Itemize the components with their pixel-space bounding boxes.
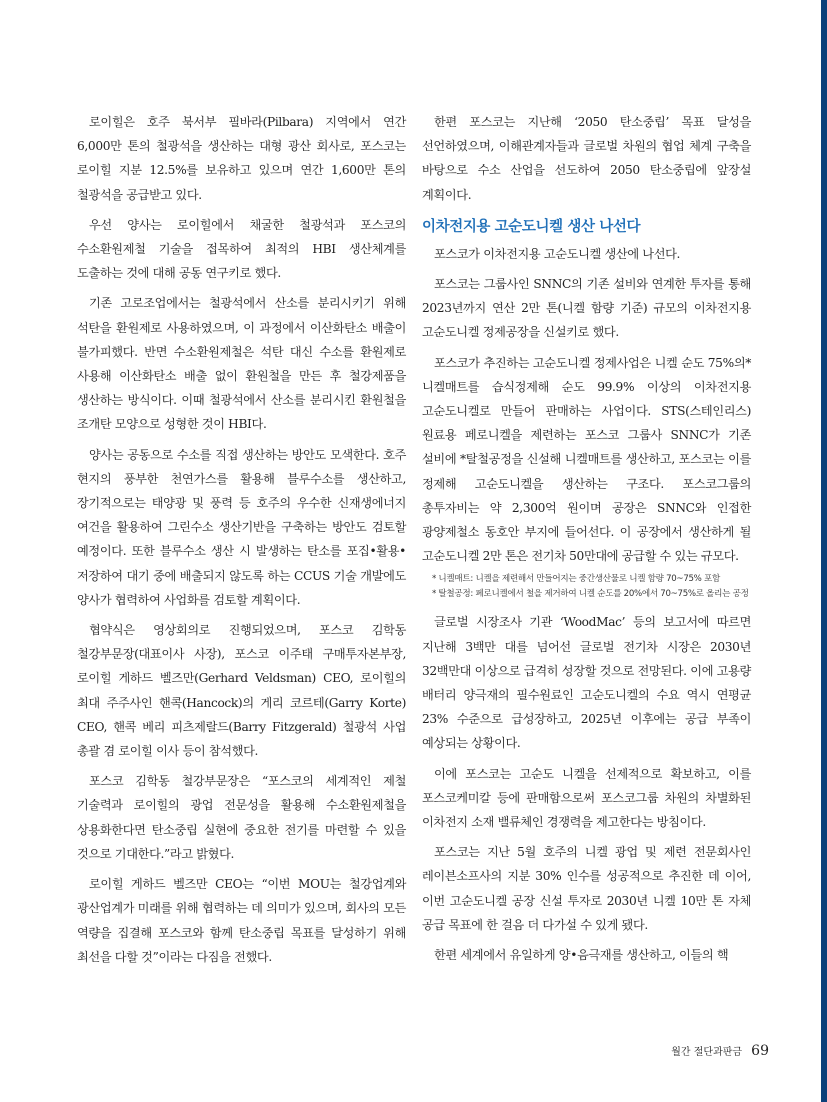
body-paragraph: 포스코 김학동 철강부문장은 “포스코의 세계적인 제철 기술력과 로이힐의 광업 전문성을 활용해 수소환원제철을 상용화한다면 탄소중립 실현에 중요한 전기를 마련할 수 있을 것으로 기대한다.”라고 밝혔다. (77, 774, 406, 861)
body-paragraph: 글로벌 시장조사 기관 ‘WoodMac’ 등의 보고서에 따르면 지난해 3백만 대를 넘어선 글로벌 전기차 시장은 2030년 32백만대 이상으로 급격히 성장할 것으로 전망된다. 이에 고용량 배터리 양극재의 필수원료인 고순도니켈의 수요 역시 연평균 23% 수준으로 급성장하고, 2025년 이후에는 공급 부족이 예상되는 상황이다. (422, 615, 751, 751)
footnote: * 탈철공정: 페로니켈에서 철을 제거하여 니켈 순도를 20%에서 70~75%로 올리는 공정 (432, 589, 749, 600)
body-paragraph: 이에 포스코는 고순도 니켈을 선제적으로 확보하고, 이를 포스코케미칼 등에 판매함으로써 포스코그룹 차원의 차별화된 이차전지 소재 밸류체인 경쟁력을 제고한다는 방침이다. (422, 766, 751, 830)
magazine-name: 월간 절단과판금 (671, 1047, 743, 1058)
body-paragraph: 기존 고로조업에서는 철광석에서 산소를 분리시키기 위해 석탄을 환원제로 사용하였으며, 이 과정에서 이산화탄소 배출이 불가피했다. 반면 수소환원제철은 석탄 대신 수소를 환원제로 사용해 이산화탄소 배출 없이 환원철을 만든 후 철강제품을 생산하는 방식이다. 이때 철광석에서 산소를 분리시킨 환원철을 조개탄 모양으로 성형한 것이 HBI다. (77, 296, 406, 432)
right-column (422, 110, 751, 973)
body-paragraph: 포스코가 이차전지용 고순도니켈 생산에 나선다. (434, 246, 681, 261)
section-heading: 이차전지용 고순도니켈 생산 나선다 (422, 218, 641, 235)
body-paragraph: 한편 세계에서 유일하게 양•음극재를 생산하고, 이들의 핵 (434, 948, 729, 963)
page-edge-strip (821, 0, 827, 1102)
footnote: * 니켈매트: 니켈을 제련해서 만들어지는 중간생산물로 니켈 함량 70~75% 포함 (432, 574, 720, 585)
body-paragraph: 한편 포스코는 지난해 ‘2050 탄소중립’ 목표 달성을 선언하였으며, 이해관계자들과 글로벌 차원의 협업 체계 구축을 바탕으로 수소 산업을 선도하여 2050 탄소중립에 앞장설 계획이다. (422, 115, 751, 202)
page-footer (671, 1040, 769, 1059)
body-paragraph: 양사는 공동으로 수소를 직접 생산하는 방안도 모색한다. 호주 현지의 풍부한 천연가스를 활용해 블루수소를 생산하고, 장기적으로는 태양광 및 풍력 등 호주의 우수한 신재생에너지 여건을 활용하여 그린수소 생산기반을 구축하는 방안도 검토할 예정이다. 또한 블루수소 생산 시 발생하는 탄소를 포집•활용•저장하여 대기 중에 배출되지 않도록 하는 CCUS 기술 개발에도 양사가 협력하여 사업화를 검토할 계획이다. (77, 447, 406, 607)
body-paragraph: 협약식은 영상회의로 진행되었으며, 포스코 김학동 철강부문장(대표이사 사장), 포스코 이주태 구매투자본부장, 로이힐 게하드 벨즈만(Gerhard Veldsman) CEO, 로이힐의 최대 주주사인 핸콕(Hancock)의 게리 코르테(Garry Korte) CEO, 핸콕 베리 피츠제랄드(Barry Fitzgerald) 철광석 사업 총괄 겸 로이힐 이사 등이 참석했다. (77, 623, 406, 759)
page-number: 69 (751, 1043, 769, 1059)
body-paragraph: 포스코가 추진하는 고순도니켈 정제사업은 니켈 순도 75%의*니켈매트를 습식정제해 순도 99.9% 이상의 이차전지용 고순도니켈로 만들어 판매하는 사업이다. STS(스테인리스) 원료용 페로니켈을 제련하는 포스코 그룹사 SNNC가 기존 설비에 *탈철공정을 신설해 니켈매트를 생산하고, 포스코는 이를 정제해 고순도니켈을 생산하는 구조다. 포스코그룹의 총투자비는 약 2,300억 원이며 공장은 SNNC와 인접한 광양제철소 동호안 부지에 들어선다. 이 공장에서 생산하게 될 고순도니켈 2만 톤은 전기차 50만대에 공급할 수 있는 규모다. (422, 355, 751, 564)
body-paragraph: 포스코는 그룹사인 SNNC의 기존 설비와 연계한 투자를 통해 2023년까지 연산 2만 톤(니켈 함량 기준) 규모의 이차전지용 고순도니켈 정제공장을 신설키로 했다. (422, 277, 751, 340)
left-column (77, 110, 406, 975)
body-paragraph: 우선 양사는 로이힐에서 채굴한 철광석과 포스코의 수소환원제철 기술을 접목하여 최적의 HBI 생산체계를 도출하는 것에 대해 공동 연구키로 했다. (77, 217, 406, 281)
body-paragraph: 포스코는 지난 5월 호주의 니켈 광업 및 제련 전문회사인 레이븐소프사의 지분 30% 인수를 성공적으로 추진한 데 이어, 이번 고순도니켈 공장 신설 투자로 2030년 니켈 10만 톤 자체 공급 목표에 한 걸음 더 다가설 수 있게 됐다. (422, 845, 751, 932)
body-paragraph: 로이힐은 호주 북서부 필바라(Pilbara) 지역에서 연간 6,000만 톤의 철광석을 생산하는 대형 광산 회사로, 포스코는 로이힐 지분 12.5%를 보유하고 있으며 연간 1,600만 톤의 철광석을 공급받고 있다. (77, 115, 406, 202)
footnotes (422, 572, 751, 602)
body-paragraph: 로이힐 게하드 벨즈만 CEO는 “이번 MOU는 철강업계와 광산업계가 미래를 위해 협력하는 데 의미가 있으며, 회사의 모든 역량을 집결해 포스코와 함께 탄소중립 목표를 달성하기 위해 최선을 다할 것”이라는 다짐을 전했다. (77, 877, 406, 964)
